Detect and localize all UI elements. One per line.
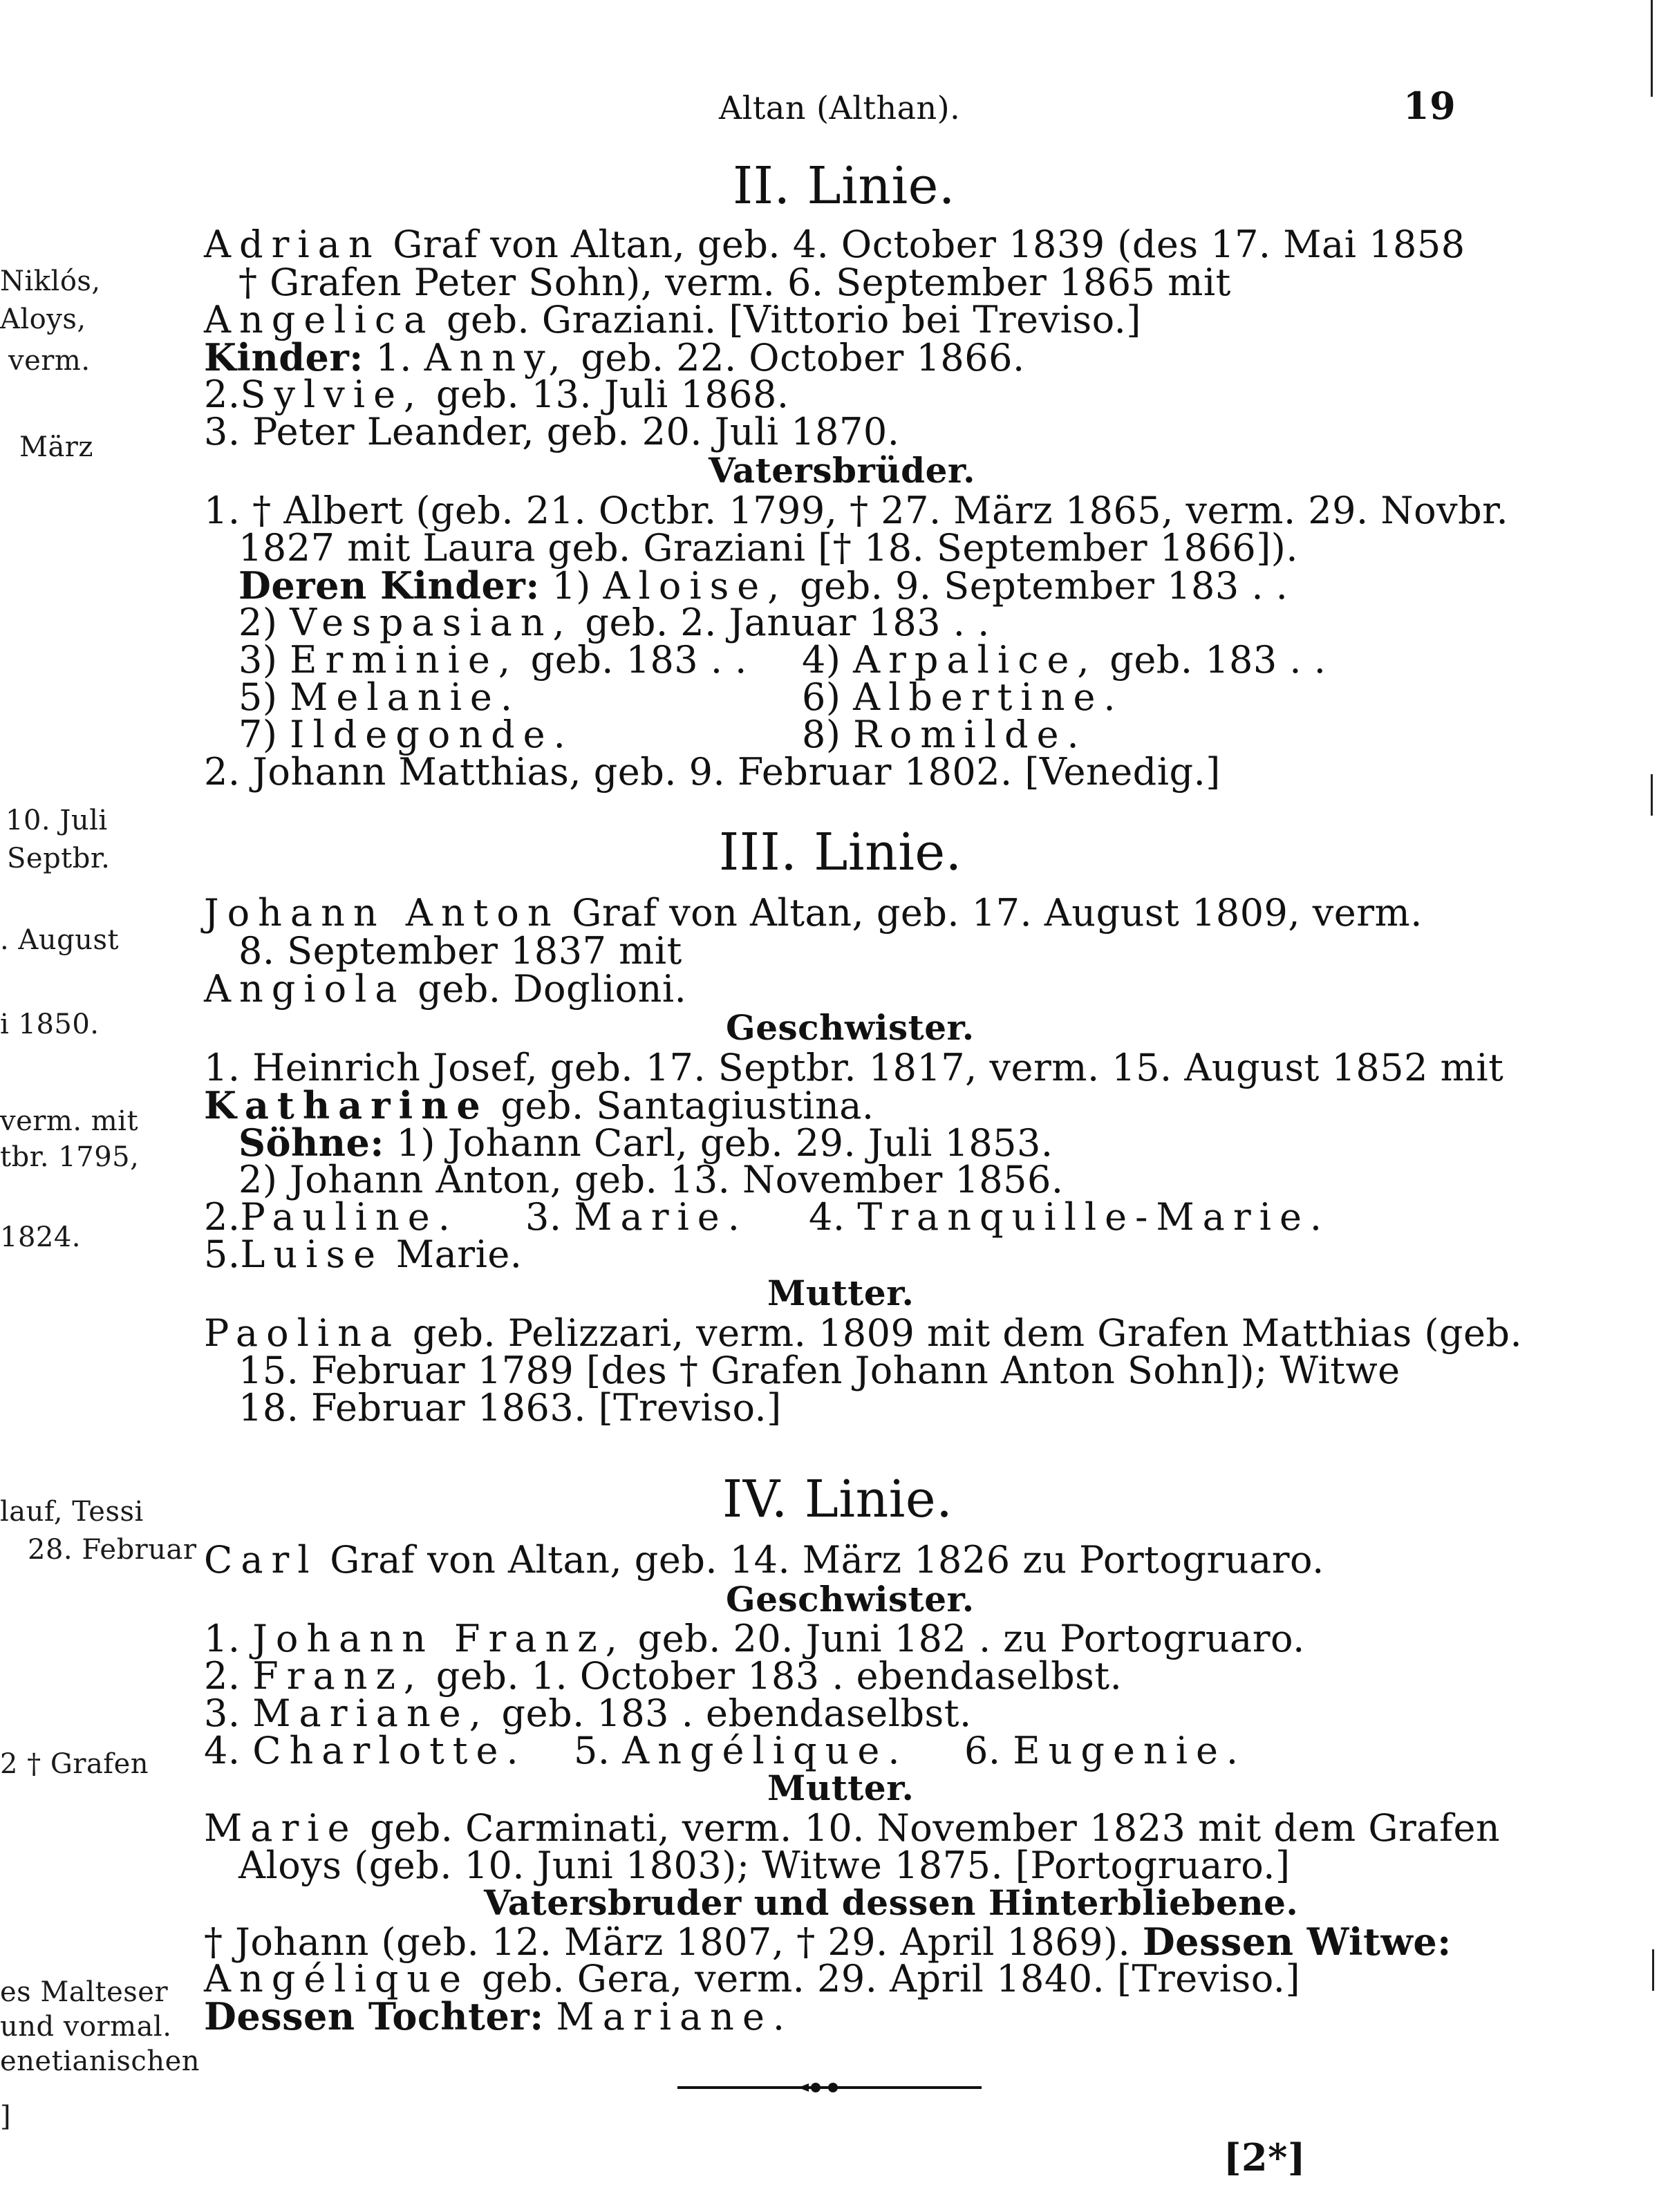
person-name: Johann Franz, (252, 1617, 626, 1660)
binding-edge (1651, 0, 1653, 97)
margin-fragment: 2 † Grafen (0, 1748, 149, 1780)
entry-text: 8. September 1837 mit (238, 929, 682, 973)
margin-fragment: verm. (8, 345, 91, 377)
entry-text: † Grafen Peter Sohn), verm. 6. September 1865 mit (238, 261, 1231, 304)
ornament-separator (677, 2081, 982, 2094)
label-deren-kinder: Deren Kinder: (238, 563, 540, 608)
list-number: 2. (204, 373, 241, 416)
entry-text: † Johann (geb. 12. März 1807, † 29. April 1869). (204, 1920, 1131, 1964)
entry-text: geb. 22. October 1866. (581, 336, 1025, 379)
person-name: Marie. (574, 1195, 748, 1239)
entry-albert: 1. † Albert (geb. 21. Octbr. 1799, † 27. März 1865, verm. 29. Novbr. (204, 489, 1509, 532)
person-name: Melanie. (290, 675, 521, 719)
entry-marie (525, 1196, 748, 1239)
section-heading-ii: II. Linie. (733, 156, 955, 216)
entry-johann-matthias: 2. Johann Matthias, geb. 9. Februar 1802. [Venedig.] (204, 750, 1221, 794)
list-number: 1. (204, 1617, 241, 1660)
entry-text: geb. 2. Januar 183 . . (585, 601, 990, 644)
entry-text: Aloys (geb. 10. Juni 1803); Witwe 1875. [Portogruaro.] (238, 1844, 1291, 1887)
entry-text: geb. 183 . . (530, 638, 747, 682)
entry-angiola (204, 968, 686, 1011)
entry-text: geb. 9. September 183 . . (800, 564, 1288, 608)
list-number: 4) (802, 638, 841, 682)
entry-text: geb. Carminati, verm. 10. November 1823 mit dem Grafen (370, 1806, 1501, 1850)
person-name: Sylvie, (240, 373, 424, 416)
entry-peter: 3. Peter Leander, geb. 20. Juli 1870. (204, 410, 900, 453)
subheading-geschwister: Geschwister. (726, 1007, 975, 1048)
person-name: Angelica (204, 298, 435, 341)
person-name: Eugenie. (1013, 1729, 1247, 1772)
person-name: Albertine. (853, 675, 1124, 719)
list-number: 2. (204, 1654, 241, 1698)
subheading-vatersbruder: Vatersbruder und dessen Hinterbliebene. (484, 1882, 1299, 1923)
person-name: Marie (204, 1806, 358, 1850)
person-name: Katharine (204, 1083, 489, 1127)
entry-text: 1827 mit Laura geb. Graziani [† 18. September 1866]). (238, 526, 1299, 570)
person-name: Pauline. (240, 1195, 458, 1239)
entry-eugenie (964, 1730, 1246, 1772)
margin-fragment: März (19, 431, 93, 463)
entry-heinrich: 1. Heinrich Josef, geb. 17. Septbr. 1817, verm. 15. August 1852 mit (204, 1046, 1504, 1089)
label-kinder: Kinder: (204, 335, 364, 379)
entry-text: 1) Johann Carl, geb. 29. Juli 1853. (396, 1121, 1053, 1165)
person-name: Arpalice, (853, 638, 1098, 682)
entry-text: Graf von Altan, geb. 17. August 1809, verm. (572, 891, 1423, 935)
list-number: 2) (238, 601, 278, 644)
margin-fragment: Septbr. (7, 843, 111, 874)
list-number: 5. (204, 1232, 241, 1276)
margin-fragment: i 1850. (0, 1009, 100, 1040)
running-head: Altan (Althan). (719, 89, 961, 126)
entry-text: Graf von Altan, geb. 14. März 1826 zu Portogruaro. (330, 1538, 1324, 1582)
entry-tranquille (809, 1196, 1330, 1239)
entry-charlotte (204, 1730, 527, 1772)
subheading-vatersbrueder: Vatersbrüder. (709, 450, 976, 491)
person-name: Tranquille-Marie. (857, 1195, 1331, 1239)
label-soehne: Söhne: (238, 1121, 384, 1165)
person-name: Angélique. (622, 1729, 908, 1772)
entry-dessen-tochter (204, 1995, 793, 2038)
margin-fragment: enetianischen (0, 2045, 200, 2077)
label-dessen-witwe: Dessen Witwe: (1142, 1920, 1452, 1964)
entry-text: geb. 1. October 183 . ebendaselbst. (435, 1654, 1123, 1698)
list-number: 1) (552, 564, 591, 608)
margin-fragment: lauf, Tessi (0, 1496, 144, 1528)
entry-text: geb. 183 . ebendaselbst. (501, 1691, 972, 1735)
margin-fragment: es Malteser (0, 1976, 169, 2008)
list-number: 3. (525, 1195, 562, 1239)
margin-fragment: tbr. 1795, (0, 1141, 140, 1173)
section-heading-iv: IV. Linie. (722, 1470, 953, 1529)
margin-fragment: 1824. (0, 1221, 82, 1253)
list-number: 1. (375, 336, 412, 379)
person-name: Erminie, (290, 638, 518, 682)
section-heading-iii: III. Linie. (719, 823, 962, 882)
entry-text: 15. Februar 1789 [des † Grafen Johann Anton Sohn]); Witwe (238, 1349, 1400, 1392)
person-name: Mariane, (252, 1691, 489, 1735)
list-number: 7) (238, 713, 278, 756)
entry-text: 2) Johann Anton, geb. 13. November 1856. (238, 1158, 1064, 1201)
entry-text: geb. Doglioni. (418, 967, 687, 1011)
entry-text: geb. 13. Juli 1868. (435, 373, 789, 416)
list-number: 2. (204, 1195, 241, 1239)
subheading-mutter: Mutter. (767, 1273, 915, 1313)
person-name: Johann Anton (204, 891, 560, 935)
label-dessen-tochter: Dessen Tochter: (204, 1994, 544, 2038)
subheading-mutter: Mutter. (767, 1768, 915, 1808)
person-name: Aloise, (603, 564, 788, 608)
entry-text: geb. Santagiustina. (500, 1084, 874, 1127)
entry-luise (204, 1233, 522, 1276)
person-name: Ildegonde. (290, 713, 574, 756)
entry-text: geb. 20. Juni 182 . zu Portogruaro. (637, 1617, 1305, 1660)
entry-johann-anton (204, 892, 1423, 935)
person-name: Adrian (204, 223, 381, 266)
person-name: Charlotte. (252, 1729, 527, 1772)
list-number: 4. (204, 1729, 241, 1772)
person-name: Mariane. (556, 1995, 794, 2038)
person-name: Carl (204, 1538, 318, 1582)
list-number: 8) (802, 713, 841, 756)
entry-text: geb. Graziani. [Vittorio bei Treviso.] (446, 298, 1141, 341)
page-number: 19 (1403, 84, 1456, 128)
person-name: Paolina (204, 1311, 401, 1355)
person-name: Angélique (204, 1957, 470, 2000)
entry-text: geb. 183 . . (1109, 638, 1327, 682)
margin-fragment: und vormal. (0, 2011, 172, 2043)
margin-fragment: verm. mit (0, 1105, 139, 1137)
margin-fragment: 28. Februar (28, 1534, 197, 1566)
binding-edge (1652, 1949, 1654, 1991)
person-name: Angiola (204, 967, 406, 1011)
list-number: 5) (238, 675, 278, 719)
entry-text: 18. Februar 1863. [Treviso.] (238, 1386, 782, 1430)
list-number: 3. (204, 1691, 241, 1735)
entry-angelique (574, 1730, 908, 1772)
subheading-geschwister: Geschwister. (726, 1579, 975, 1620)
entry-carl (204, 1539, 1324, 1582)
person-name: Anny, (424, 336, 569, 379)
list-number: 3) (238, 638, 278, 682)
person-name: Franz, (252, 1654, 424, 1698)
entry-text: Marie. (395, 1232, 523, 1276)
entry-adrian (204, 223, 1465, 266)
list-number: 4. (809, 1195, 845, 1239)
list-number: 6. (964, 1729, 1001, 1772)
person-name: Vespasian, (290, 601, 573, 644)
margin-fragment: ] (0, 2101, 12, 2133)
margin-fragment: . August (0, 924, 120, 956)
list-number: 5. (574, 1729, 610, 1772)
margin-fragment: 10. Juli (6, 805, 108, 836)
list-number: 6) (802, 675, 841, 719)
entry-text: Graf von Altan, geb. 4. October 1839 (des 17. Mai 1858 (393, 223, 1465, 266)
person-name: Luise (240, 1232, 384, 1276)
person-name: Romilde. (853, 713, 1087, 756)
margin-fragment: Niklós, (0, 265, 101, 297)
binding-edge (1651, 774, 1653, 816)
signature-mark: [2*] (1224, 2135, 1306, 2180)
entry-text: geb. Gera, verm. 29. April 1840. [Treviso.] (481, 1957, 1301, 2000)
margin-fragment: Aloys, (0, 303, 86, 335)
entry-text: geb. Pelizzari, verm. 1809 mit dem Grafen Matthias (geb. (412, 1311, 1523, 1355)
